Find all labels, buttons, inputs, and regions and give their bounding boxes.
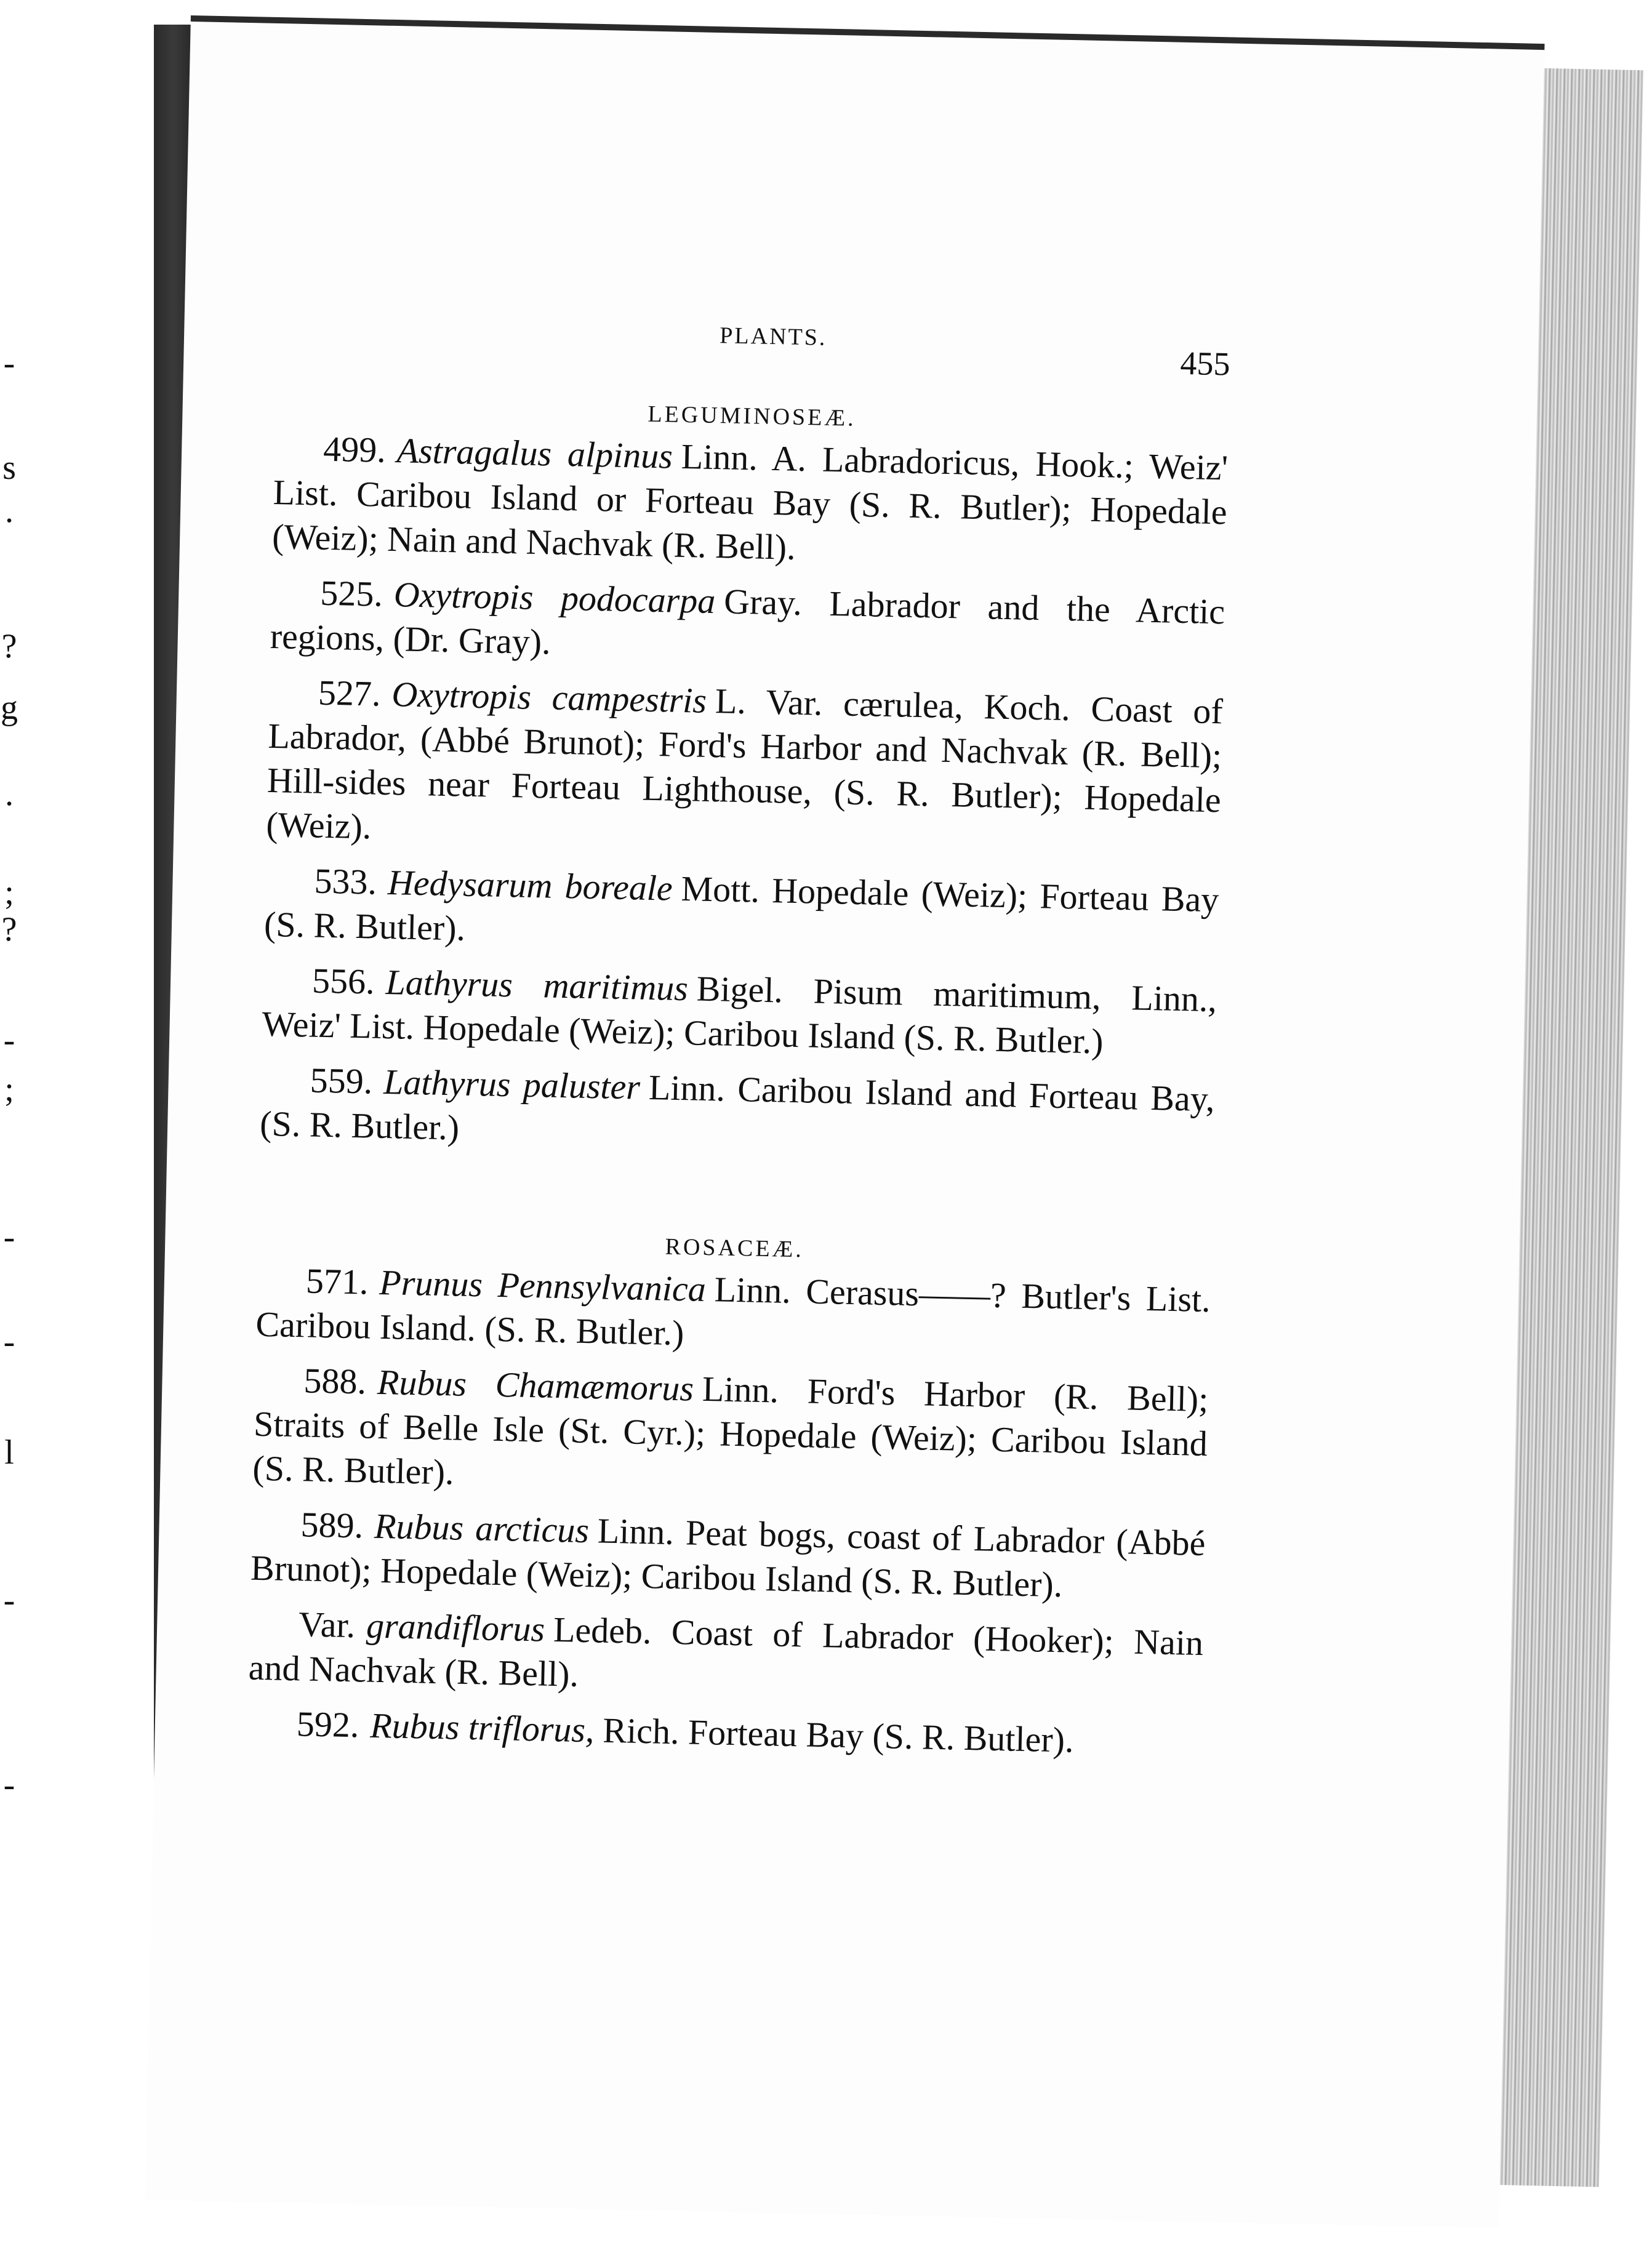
page-number: 455	[1179, 344, 1231, 383]
species-entry	[263, 858, 1219, 966]
facing-page-mark: ;	[4, 873, 14, 912]
running-title: PLANTS.	[719, 323, 827, 351]
entry-text: L. Var. cærulea, Koch. Coast of Labrador, (Abbé Brunot); Ford's Harbor and Nachvak (R. Bell); Hill-sides near Forteau Lighthouse, (S. R. Butler); Hopedale (Weiz).	[265, 681, 1224, 847]
species-entry	[270, 570, 1225, 678]
facing-page-mark: ?	[1, 910, 17, 948]
species-name: Astragalus alpinus	[396, 430, 673, 476]
entry-number: 499.	[323, 428, 387, 470]
facing-page-mark: l	[4, 1433, 14, 1472]
facing-page-mark: -	[3, 1323, 15, 1361]
section-title: ROSACEÆ.	[665, 1233, 804, 1263]
variety-entry	[248, 1601, 1204, 1710]
entry-text: Rich. Forteau Bay (S. R. Butler).	[602, 1710, 1075, 1760]
facing-page-edge	[0, 0, 154, 2260]
species-name: grandiflorus	[366, 1605, 545, 1649]
entry-number: 533.	[313, 860, 377, 902]
entry-number: 571.	[305, 1260, 369, 1302]
species-name: Oxytropis podocarpa	[393, 574, 716, 622]
facing-page-mark: -	[3, 1218, 15, 1256]
facing-page-mark: ;	[4, 1070, 14, 1108]
entry-text: Bigel. Pisum maritimum, Linn., Weiz' List. Hopedale (Weiz); Caribou Island (S. R. Butler.)	[262, 968, 1217, 1062]
species-entry	[255, 1258, 1211, 1366]
entry-text: Ledeb. Coast of Labrador (Hooker); Nain and Nachvak (R. Bell).	[248, 1609, 1204, 1694]
page-text	[247, 313, 1231, 1776]
entry-text: Linn. Cerasus——? Butler's List. Caribou Island. (S. R. Butler.)	[255, 1269, 1211, 1353]
facing-page-mark: .	[5, 775, 14, 813]
facing-page-mark: g	[1, 689, 18, 727]
section-title: LEGUMINOSEÆ.	[648, 401, 857, 431]
entry-number: 589.	[300, 1504, 364, 1546]
species-name: Lathyrus maritimus	[385, 961, 689, 1009]
species-entry	[266, 670, 1224, 867]
species-entry	[252, 1358, 1209, 1510]
entry-text: Linn. Ford's Harbor (R. Bell); Straits of Belle Isle (St. Cyr.); Hopedale (Weiz); Caribou Island (S. R. Butler).	[252, 1368, 1209, 1493]
entry-number: 527.	[318, 672, 382, 714]
species-entry	[272, 426, 1229, 579]
facing-page-mark: -	[3, 1581, 15, 1619]
species-name: Rubus arcticus	[374, 1505, 590, 1551]
facing-page-mark: s	[2, 449, 16, 487]
entry-number: Var.	[298, 1604, 356, 1646]
facing-page-mark: -	[3, 1021, 15, 1059]
running-head	[276, 313, 1231, 388]
entry-text: Linn. Caribou Island and Forteau Bay, (S. R. Butler.)	[259, 1067, 1216, 1148]
species-name: Hedysarum boreale	[387, 862, 673, 908]
facing-page-mark: -	[3, 1766, 15, 1804]
species-name: Rubus triflorus,	[369, 1705, 595, 1750]
entry-number: 588.	[303, 1360, 367, 1402]
species-entry	[260, 1057, 1216, 1166]
entry-number: 592.	[296, 1704, 360, 1745]
entry-number: 559.	[310, 1060, 373, 1102]
entry-text: Linn. Peat bogs, coast of Labrador (Abbé Brunot); Hopedale (Weiz); Caribou Island (S. R. Butler).	[250, 1510, 1206, 1605]
entry-text: Mott. Hopedale (Weiz); Forteau Bay (S. R. Butler).	[263, 868, 1219, 948]
species-name: Rubus Chamæmorus	[377, 1361, 694, 1409]
book-page	[145, 15, 1545, 2228]
facing-page-mark: .	[5, 492, 14, 530]
species-entry	[262, 958, 1217, 1066]
entry-text: Gray. Labrador and the Arctic regions, (Dr. Gray).	[270, 581, 1225, 662]
entry-number: 525.	[319, 572, 383, 614]
facing-page-mark: ?	[1, 627, 17, 665]
facing-page-mark: -	[3, 344, 15, 382]
entry-text: Linn. A. Labradoricus, Hook.; Weiz' List. Caribou Island or Forteau Bay (S. R. Butler); Hopedale (Weiz); Nain and Nachvak (R. Bell).	[271, 436, 1229, 567]
entry-number: 556.	[311, 960, 375, 1002]
species-entry	[247, 1701, 1201, 1765]
species-name: Oxytropis campestris	[391, 674, 707, 721]
species-entry	[250, 1502, 1206, 1610]
species-name: Prunus Pennsylvanica	[379, 1262, 707, 1309]
species-name: Lathyrus paluster	[383, 1061, 641, 1107]
